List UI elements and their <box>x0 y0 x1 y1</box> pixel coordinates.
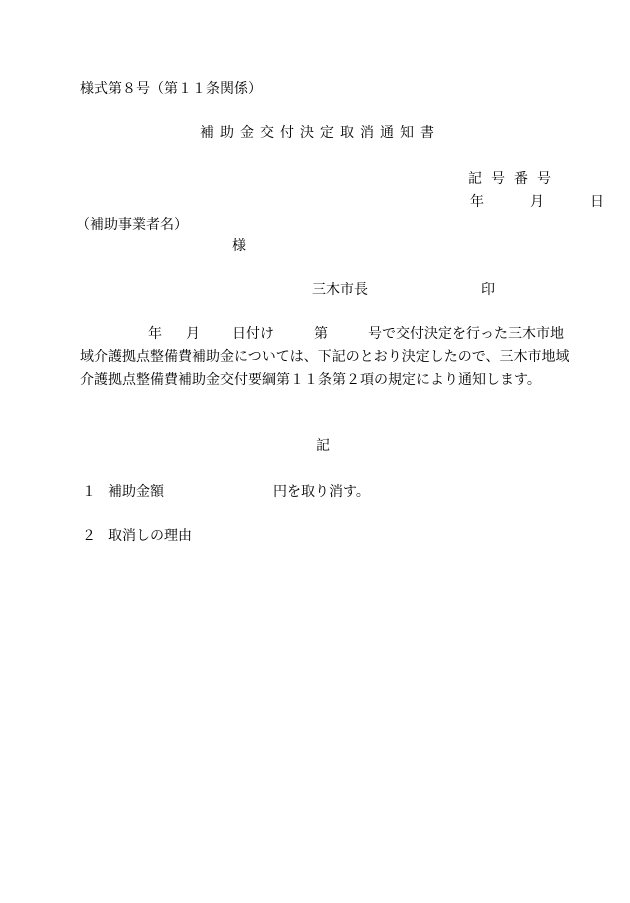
honorific: 様 <box>232 238 246 254</box>
item-2-number: ２ <box>82 528 96 544</box>
body-line-2: 域介護拠点整備費補助金については、下記のとおり決定したので、三木市地域 <box>80 349 570 365</box>
item-1-label: 補助金額 <box>108 484 164 500</box>
item-2-label: 取消しの理由 <box>108 528 192 544</box>
body-date-suffix: 日付け <box>232 326 274 342</box>
body-dai: 第 <box>314 326 328 342</box>
body-year: 年 <box>148 326 162 342</box>
body-line1-rest: 号で交付決定を行った三木市地 <box>368 326 564 342</box>
body-line-1 <box>148 327 564 341</box>
date-month: 月 <box>530 194 544 210</box>
reference-number: 記号番号 <box>468 171 560 187</box>
form-number: 様式第８号（第１１条関係） <box>80 81 262 97</box>
body-month: 月 <box>186 326 200 342</box>
date-day: 日 <box>590 194 604 210</box>
item-1-number: １ <box>82 484 96 500</box>
date-year: 年 <box>470 194 484 210</box>
document-title: 補助金交付決定取消通知書 <box>200 125 440 141</box>
seal-mark: 印 <box>481 282 495 298</box>
issue-date <box>470 195 604 209</box>
body-line-3: 介護拠点整備費補助金交付要綱第１１条第２項の規定により通知します。 <box>80 372 541 388</box>
recipient-name-label: （補助事業者名） <box>76 217 188 233</box>
sender: 三木市長 <box>312 282 368 298</box>
ki-heading: 記 <box>316 438 330 454</box>
item-1-text: 円を取り消す。 <box>273 484 370 500</box>
